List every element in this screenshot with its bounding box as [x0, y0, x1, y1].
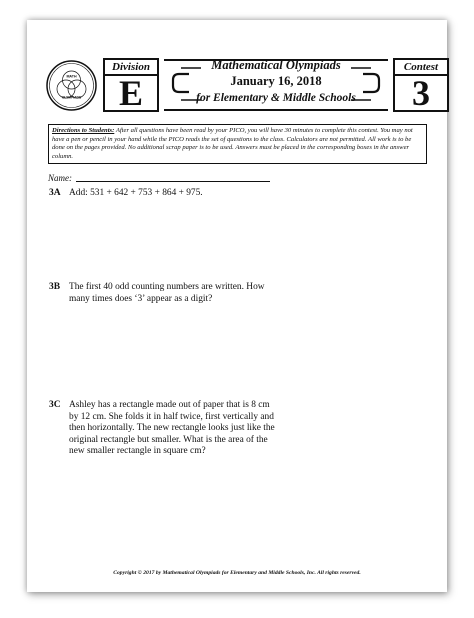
olympiad-logo	[46, 60, 97, 111]
copyright-footer: Copyright © 2017 by Mathematical Olympiads for Elementary and Middle Schools, Inc. All rights reserved.	[113, 570, 361, 576]
title-cell	[161, 58, 391, 112]
question-3c-number: 3C	[49, 400, 61, 410]
division-value: E	[118, 73, 143, 113]
contest-value: 3	[412, 73, 430, 113]
question-3a-text: Add: 531 + 642 + 753 + 864 + 975.	[69, 188, 203, 198]
question-3b-number: 3B	[49, 282, 61, 292]
contest-page	[27, 20, 447, 592]
contest-cell	[393, 58, 449, 112]
division-label: Division	[112, 61, 150, 73]
header-box	[103, 58, 453, 114]
name-label: Name:	[48, 173, 72, 183]
name-field[interactable]	[76, 181, 270, 182]
contest-label: Contest	[403, 61, 439, 73]
directions-heading: Directions to Students:	[52, 127, 115, 134]
question-3a-number: 3A	[49, 188, 61, 198]
question-3b-text: The first 40 odd counting numbers are written. How many times does ‘3’ appear as a digit?	[69, 282, 265, 304]
directions-text: After all questions have been read by your PICO, you will have 30 minutes to complete this contest. You may not have a pen or pencil in your hand while the PICO reads the set of questions to the class. Calculators are not permitted. All work is to be done on the pages provided. No additional scrap paper is to be used. Answers must be placed in the corresponding boxes in the answer column.	[52, 127, 413, 160]
logo-text-bottom: OLYMPIADS	[61, 95, 82, 100]
contest-date: January 16, 2018	[230, 74, 322, 88]
contest-title: Mathematical Olympiads	[211, 58, 341, 72]
directions-box	[48, 124, 427, 164]
question-3c-text: Ashley has a rectangle made out of paper that is 8 cm by 12 cm. She folds it in half twice, first vertically and then horizontally. The new rectangle looks just like the original rectangle but smaller. What is the area of the new smaller rectangle in square cm?	[69, 400, 275, 456]
logo-text-top: MATH	[66, 74, 77, 79]
division-cell	[103, 58, 159, 112]
contest-subtitle: for Elementary & Middle Schools	[196, 92, 356, 104]
